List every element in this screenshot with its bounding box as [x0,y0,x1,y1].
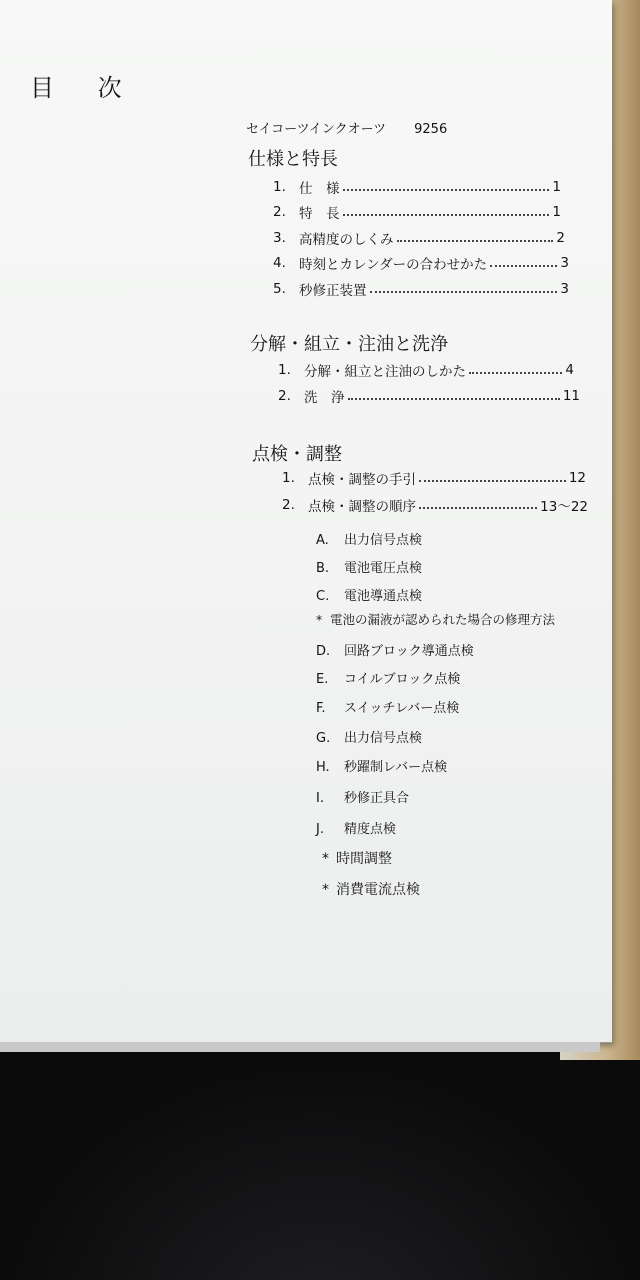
entry-page: 4 [565,362,574,378]
sub-item-letter: H. [316,760,330,775]
entry-index: 1. [282,470,295,486]
entry-label: 仕 様 [299,181,340,197]
sub-item [316,787,409,806]
entry-page: 13～22 [540,499,588,515]
entry-page: 1 [552,204,561,220]
sub-item-label: 時間調整 [336,851,392,867]
sub-item-label: スイッチレバー点検 [344,701,460,716]
toc-entry [278,386,580,406]
entry-index: 2. [278,388,291,404]
leader-dots [469,372,562,374]
sub-item-label: 電池導通点検 [344,589,423,604]
sub-item-label: コイルブロック点検 [344,672,461,687]
toc-entry [273,177,561,197]
sub-item [316,557,422,576]
leader-dots [419,507,537,509]
toc-entry [282,468,586,488]
leader-dots [370,291,558,293]
sub-item [316,585,422,604]
toc-entry [278,360,574,380]
leader-dots [419,480,566,482]
entry-label: 特 長 [299,206,340,222]
sub-item-letter: F. [316,701,326,716]
model-number: 9256 [414,122,448,137]
sub-item-letter: B. [316,561,330,576]
sub-item-letter: D. [316,644,331,659]
entry-index: 3. [273,230,286,246]
background-fabric [0,1060,640,1280]
entry-page: 3 [560,281,569,297]
entry-label: 点検・調整の手引 [308,472,416,488]
entry-page: 11 [562,388,580,404]
sub-item-letter: C. [316,589,330,604]
sub-item [322,879,420,899]
sub-item-label: 回路ブロック導通点検 [344,644,474,659]
sub-item-label: 電池の漏液が認められた場合の修理方法 [330,612,556,627]
entry-page: 12 [568,470,586,486]
section-heading: 仕様と特長 [248,149,338,170]
toc-entry [273,253,569,273]
toc-entry [273,279,569,299]
sub-item-letter: J. [316,822,324,837]
entry-page: 1 [552,179,561,195]
page-stack-bottom [0,1042,600,1052]
leader-dots [343,214,550,216]
sub-item [322,848,392,868]
leader-dots [490,265,557,267]
sub-item [316,640,474,659]
entry-index: 2. [273,204,286,220]
sub-item-label: 電池電圧点検 [344,561,423,576]
sub-item-label: 秒修正具合 [344,791,410,806]
sub-item-label: 出力信号点検 [344,731,423,746]
entry-page: 3 [560,255,569,271]
page-title: 目 次 [30,74,140,102]
entry-index: 1. [278,362,291,378]
sub-item [316,529,422,548]
model-label [246,118,447,137]
entry-label: 高精度のしくみ [299,232,394,248]
sub-item-letter: * [316,612,323,627]
entry-label: 点検・調整の順序 [308,499,416,515]
sub-item [316,668,460,687]
sub-item-letter: G. [316,731,331,746]
entry-label: 時刻とカレンダーの合わせかた [299,257,488,273]
entry-index: 2. [282,497,295,513]
entry-index: 1. [273,179,286,195]
sub-item-label: 秒躍制レバー点検 [344,760,448,775]
toc-entry [273,228,565,248]
sub-item-label: 消費電流点検 [336,882,420,898]
sub-item-letter: * [322,882,329,898]
sub-item-letter: I. [316,791,324,806]
sub-item-label: 精度点検 [344,822,397,837]
sub-item [316,697,459,716]
leader-dots [343,189,550,191]
sub-item-letter: A. [316,533,329,548]
sub-item-letter: * [322,851,329,867]
entry-label: 洗 浄 [304,390,345,406]
sub-item-note [316,610,555,628]
sub-item [316,756,447,775]
model-name: セイコーツインクオーツ [246,122,387,137]
entry-index: 4. [273,255,286,271]
leader-dots [397,240,554,242]
entry-label: 秒修正装置 [299,283,367,299]
leader-dots [348,398,560,400]
entry-index: 5. [273,281,286,297]
sub-item-label: 出力信号点検 [344,533,423,548]
toc-entry [282,495,588,515]
entry-label: 分解・組立と注油のしかた [304,364,466,380]
section-heading: 点検・調整 [252,444,342,465]
sub-item [316,818,396,837]
sub-item [316,727,422,746]
toc-entry [273,202,561,222]
section-heading: 分解・組立・注油と洗浄 [250,334,448,355]
entry-page: 2 [556,230,565,246]
sub-item-letter: E. [316,672,329,687]
